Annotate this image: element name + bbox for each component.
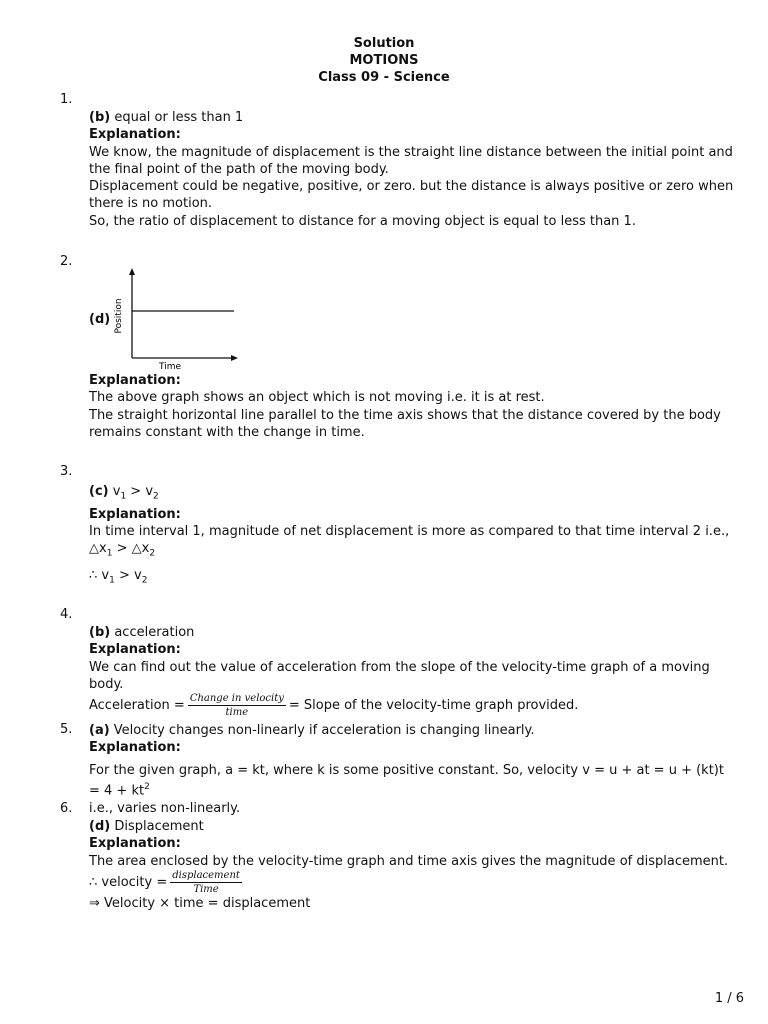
fraction: $\frac{\text{displacement}}{\text{Time}}$ (172, 869, 240, 895)
explanation-text: For the given graph, a = kt, where k is some positive constant. So, velocity v = u + at = $u + (kt)t = 4 + kt^2$ (89, 762, 724, 799)
explanation-label: Explanation: (89, 836, 181, 852)
document-header (0, 35, 768, 86)
position-time-graph (108, 266, 243, 372)
answer-option: (a) (89, 723, 110, 738)
answer-text: Velocity changes non-linearly if acceleration is changing linearly. (113, 723, 535, 738)
header-class: Class 09 - Science (318, 70, 450, 85)
explanation-text: In time interval 1, magnitude of net displacement is more as compared to that time interval 2 i.e., $\triangle x_1$ > $\triangle x_2$ (89, 524, 730, 560)
explanation-label: Explanation: (89, 506, 181, 522)
y-axis-arrow (129, 268, 135, 275)
explanation-text: The above graph shows an object which is not moving i.e. it is at rest. (89, 390, 545, 406)
answer-line (89, 722, 734, 739)
explanation-text: The straight horizontal line parallel to the time axis shows that the distance covered by the body remains constant with the change in time. (89, 407, 721, 440)
answer-line: (c) $v_1 > v_2$ (89, 484, 159, 502)
question-number: 4. (60, 607, 73, 622)
question-number: 3. (60, 464, 73, 479)
explanation-label: Explanation: (89, 740, 181, 756)
answer-line (89, 624, 734, 641)
page-number: 1 / 6 (714, 991, 744, 1006)
y-axis-label: Position (114, 298, 124, 334)
conclusion-line: ∴ $v_1 > v_2$ (89, 568, 148, 586)
explanation-label: Explanation: (89, 373, 181, 388)
question-number: 2. (60, 254, 73, 269)
explanation-text: We know, the magnitude of displacement is the straight line distance between the initial point and the final point of the path of the moving body. (89, 144, 733, 177)
equation-line: ∴ velocity = $\frac{\text{displacement}}{\text{Time}}$ (89, 869, 240, 895)
fraction: $\frac{\text{Change in velocity}}{\text{time}}$ (189, 693, 284, 719)
equation-line: Acceleration = $\frac{\text{Change in velocity}}{\text{time}}$ = Slope of the velocity-time graph provided. (89, 693, 579, 719)
x-axis-arrow (231, 355, 238, 361)
question-number: 6. (60, 801, 73, 816)
explanation-text: i.e., varies non-linearly. (89, 800, 241, 816)
question-number: 1. (60, 92, 73, 107)
answer-line (89, 818, 734, 835)
answer-option: (b) (89, 110, 111, 125)
answer-line (89, 109, 734, 126)
answer-text: acceleration (114, 625, 195, 640)
x-axis-label: Time (158, 362, 182, 372)
explanation-text: Displacement could be negative, positive, or zero. but the distance is always positive or zero when there is no motion. (89, 179, 734, 212)
header-solution: Solution (353, 36, 415, 51)
answer-option: (c) (89, 484, 109, 499)
explanation-text: The area enclosed by the velocity-time graph and time axis gives the magnitude of displacement. (89, 853, 729, 869)
answer-text: Displacement (114, 819, 204, 834)
answer-option: (d) (89, 819, 111, 834)
explanation-text: So, the ratio of displacement to distance for a moving object is equal to less than 1. (89, 213, 636, 229)
question-number: 5. (60, 722, 73, 737)
explanation-label: Explanation: (89, 642, 181, 658)
answer-option: (d) (89, 312, 111, 327)
answer-option: (b) (89, 625, 111, 640)
explanation-text: ⇒ Velocity × time = displacement (89, 895, 311, 911)
answer-text: equal or less than 1 (114, 110, 244, 125)
header-chapter: MOTIONS (349, 53, 419, 68)
explanation-label: Explanation: (89, 127, 181, 143)
explanation-text: We can find out the value of acceleration from the slope of the velocity-time graph of a moving body. (89, 659, 710, 692)
